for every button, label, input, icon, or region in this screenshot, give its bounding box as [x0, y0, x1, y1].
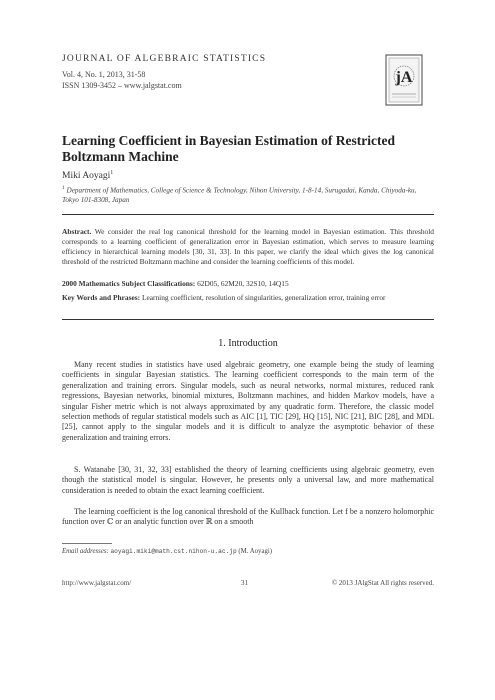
- body-paragraph-1: Many recent studies in statistics have used algebraic geometry, one example being the study of learning coefficients in singular Bayesian statistics. The learning coefficient corresponds to the main term of the generalization and training errors. Singular models, such as neural networks, normal mixtures, reduced rank regressions, Bayesian networks, binomial mixtures, Boltzmann machines, and hidden Markov models, have a singular Fisher metric which is not always approximated by any quadratic form. Therefore, the classic model selection methods of regular statistical models such as AIC [1], TIC [29], HQ [15], NIC [21], BIC [28], and MDL [25], cannot apply to the singular models and it is difficult to analyze the asymptotic behavior of these generalization and training errors.: [62, 360, 434, 442]
- author-mark: 1: [110, 170, 114, 176]
- issn-line: ISSN 1309-3452 – www.jalgstat.com: [62, 81, 182, 90]
- footnote-name: (M. Aoyagi): [238, 548, 273, 555]
- footnote-rule: [62, 543, 112, 544]
- volume-line: Vol. 4, No. 1, 2013, 31-58: [62, 70, 146, 79]
- abstract: [62, 227, 434, 267]
- logo-letters: jA: [395, 69, 413, 86]
- keywords-label: Key Words and Phrases:: [62, 293, 141, 302]
- body-paragraph-2: S. Watanabe [30, 31, 32, 33] established the theory of learning coefficients using algebraic geometry, even though the statistical model is singular. However, he presents only a universal law, and more mathematical consideration is needed to obtain the exact learning coefficient.: [62, 465, 434, 495]
- author: [62, 170, 113, 181]
- journal-name: JOURNAL OF ALGEBRAIC STATISTICS: [62, 54, 267, 64]
- footer-page-number: 31: [241, 579, 248, 587]
- rule-top: [62, 214, 434, 215]
- article-title: Learning Coefficient in Bayesian Estimation of Restricted Boltzmann Machine: [62, 133, 395, 164]
- rule-bottom: [62, 319, 434, 320]
- msc-classifications: [62, 279, 434, 288]
- footnote-label: Email addresses:: [62, 548, 109, 555]
- journal-logo: [383, 52, 425, 108]
- abstract-text: We consider the real log canonical threshold for the learning model in Bayesian estimation. This threshold corresponds to a learning coefficient of generalization error in Bayesian estimation, which serves to measure learning efficiency in hierarchical learning models [30, 31, 33]. In this paper, we clarify the ideal which gives the log canonical threshold of the restricted Boltzmann machine and consider the learning coefficients of this model.: [62, 227, 434, 266]
- abstract-label: Abstract.: [62, 227, 92, 236]
- author-name: Miki Aoyagi: [62, 171, 111, 182]
- affiliation: [62, 183, 434, 205]
- footer-url[interactable]: http://www.jalgstat.com/: [62, 579, 132, 587]
- keywords-text: Learning coefficient, resolution of singularities, generalization error, training error: [141, 293, 386, 302]
- msc-codes: 62D05, 62M20, 32S10, 14Q15: [197, 279, 289, 288]
- footnote-email[interactable]: aoyagi.miki@math.cst.nihon-u.ac.jp: [110, 548, 237, 555]
- section-heading: 1. Introduction: [218, 338, 278, 349]
- msc-label: 2000 Mathematics Subject Classifications:: [62, 279, 196, 288]
- keywords: [62, 293, 434, 303]
- body-paragraph-3: The learning coefficient is the log canonical threshold of the Kullback function. Let f be a nonzero holomorphic function over ℂ or an analytic function over ℝ on a smooth: [62, 507, 434, 527]
- footnote: [62, 548, 272, 555]
- affiliation-text: Department of Mathematics, College of Science & Technology, Nihon University, 1-8-14, Surugadai, Kanda, Chiyoda-ku, Tokyo 101-8308, Japan: [62, 186, 417, 205]
- footer-copyright: © 2013 JAlgStat All rights reserved.: [331, 579, 434, 587]
- affiliation-mark: 1: [62, 185, 65, 191]
